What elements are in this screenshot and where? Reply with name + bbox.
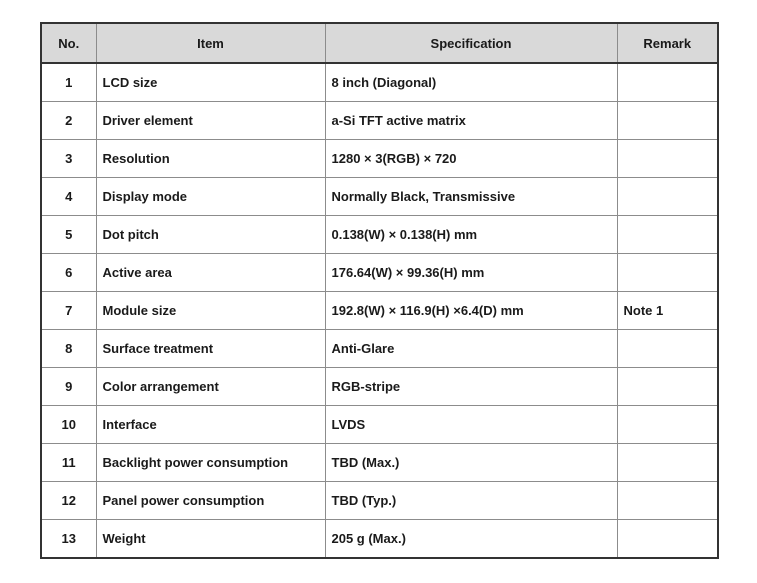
cell-no: 4 (41, 178, 96, 216)
cell-no: 9 (41, 368, 96, 406)
cell-item: Active area (96, 254, 325, 292)
cell-remark (617, 330, 718, 368)
cell-remark (617, 63, 718, 102)
cell-specification: TBD (Typ.) (325, 482, 617, 520)
cell-item: Backlight power consumption (96, 444, 325, 482)
cell-specification: 8 inch (Diagonal) (325, 63, 617, 102)
cell-specification: 0.138(W) × 0.138(H) mm (325, 216, 617, 254)
cell-specification: Anti-Glare (325, 330, 617, 368)
cell-item: Interface (96, 406, 325, 444)
table-row (41, 482, 718, 520)
header-specification: Specification (325, 23, 617, 63)
cell-no: 7 (41, 292, 96, 330)
cell-specification: TBD (Max.) (325, 444, 617, 482)
cell-remark (617, 520, 718, 559)
table-header (41, 23, 718, 63)
cell-no: 6 (41, 254, 96, 292)
cell-item: Surface treatment (96, 330, 325, 368)
table-row (41, 520, 718, 559)
table-row (41, 140, 718, 178)
header-row (41, 23, 718, 63)
table-row (41, 368, 718, 406)
cell-item: LCD size (96, 63, 325, 102)
cell-no: 8 (41, 330, 96, 368)
cell-item: Driver element (96, 102, 325, 140)
table-row (41, 330, 718, 368)
cell-remark (617, 444, 718, 482)
cell-remark (617, 178, 718, 216)
table-row (41, 178, 718, 216)
cell-no: 11 (41, 444, 96, 482)
cell-specification: RGB-stripe (325, 368, 617, 406)
table-row (41, 102, 718, 140)
cell-item: Resolution (96, 140, 325, 178)
cell-no: 2 (41, 102, 96, 140)
cell-no: 5 (41, 216, 96, 254)
cell-remark (617, 216, 718, 254)
cell-remark (617, 254, 718, 292)
table-row (41, 254, 718, 292)
table-row (41, 216, 718, 254)
cell-remark (617, 140, 718, 178)
cell-no: 1 (41, 63, 96, 102)
table-row (41, 292, 718, 330)
cell-remark (617, 102, 718, 140)
cell-no: 3 (41, 140, 96, 178)
table-row (41, 406, 718, 444)
cell-remark (617, 406, 718, 444)
cell-specification: Normally Black, Transmissive (325, 178, 617, 216)
cell-specification: 192.8(W) × 116.9(H) ×6.4(D) mm (325, 292, 617, 330)
cell-item: Panel power consumption (96, 482, 325, 520)
cell-remark: Note 1 (617, 292, 718, 330)
header-no: No. (41, 23, 96, 63)
table-body (41, 63, 718, 558)
cell-specification: LVDS (325, 406, 617, 444)
cell-specification: 205 g (Max.) (325, 520, 617, 559)
cell-item: Color arrangement (96, 368, 325, 406)
header-item: Item (96, 23, 325, 63)
table-row (41, 444, 718, 482)
cell-no: 13 (41, 520, 96, 559)
table-row (41, 63, 718, 102)
cell-item: Dot pitch (96, 216, 325, 254)
cell-remark (617, 368, 718, 406)
cell-no: 12 (41, 482, 96, 520)
header-remark: Remark (617, 23, 718, 63)
specification-table (40, 22, 719, 559)
cell-no: 10 (41, 406, 96, 444)
cell-specification: a-Si TFT active matrix (325, 102, 617, 140)
cell-item: Weight (96, 520, 325, 559)
cell-item: Module size (96, 292, 325, 330)
cell-remark (617, 482, 718, 520)
cell-item: Display mode (96, 178, 325, 216)
cell-specification: 1280 × 3(RGB) × 720 (325, 140, 617, 178)
cell-specification: 176.64(W) × 99.36(H) mm (325, 254, 617, 292)
